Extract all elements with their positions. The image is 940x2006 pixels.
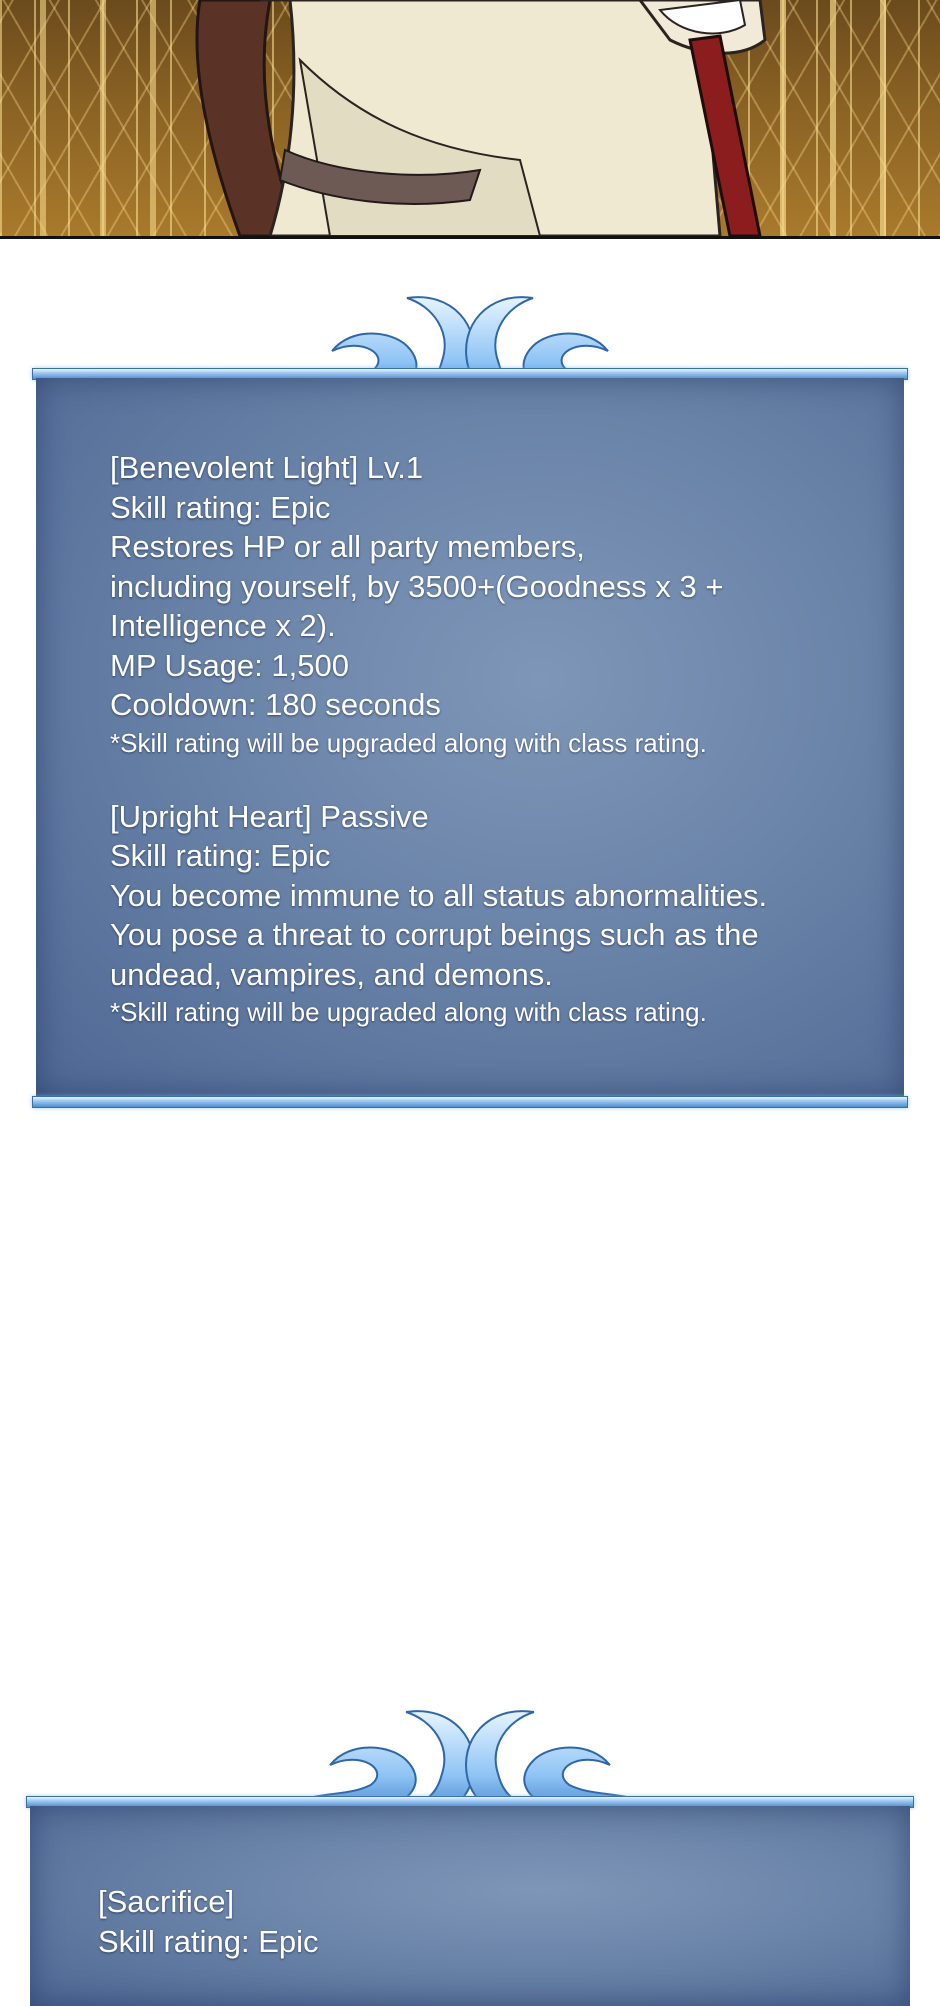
skill-title: [Upright Heart] Passive (110, 798, 429, 834)
skill-note: *Skill rating will be upgraded along with class rating. (110, 997, 707, 1027)
skill-window (26, 1700, 914, 2000)
skill-rating: Skill rating: Epic (110, 838, 331, 873)
skill-rating: Skill rating: Epic (98, 1923, 319, 1959)
skill-effect-line: Intelligence x 2). (110, 608, 336, 643)
skill-description (98, 1882, 874, 1961)
comic-art-panel (0, 0, 940, 239)
skill-effect-line: undead, vampires, and demons. (110, 956, 553, 992)
skill-mp-usage: MP Usage: 1,500 (110, 647, 349, 683)
skill-effect-line: You become immune to all status abnormalities. (110, 877, 768, 913)
skill-window (32, 286, 908, 1110)
skill-rating: Skill rating: Epic (110, 489, 331, 525)
skill-effect-line: including yourself, by 3500+(Goodness x 3 + (110, 568, 724, 604)
character-illustration (0, 0, 940, 236)
frame-bottom-rail (32, 1096, 908, 1108)
skill-title: [Benevolent Light] Lv.1 (110, 450, 424, 485)
skill-note: *Skill rating will be upgraded along with class rating. (110, 727, 707, 758)
skill-cooldown: Cooldown: 180 seconds (110, 687, 441, 722)
skill-effect-line: You pose a threat to corrupt beings such as the (110, 917, 759, 952)
skill-effect-line: Restores HP or all party members, (110, 529, 585, 564)
skill-description (110, 448, 868, 1030)
skill-title: [Sacrifice] (98, 1884, 235, 1919)
